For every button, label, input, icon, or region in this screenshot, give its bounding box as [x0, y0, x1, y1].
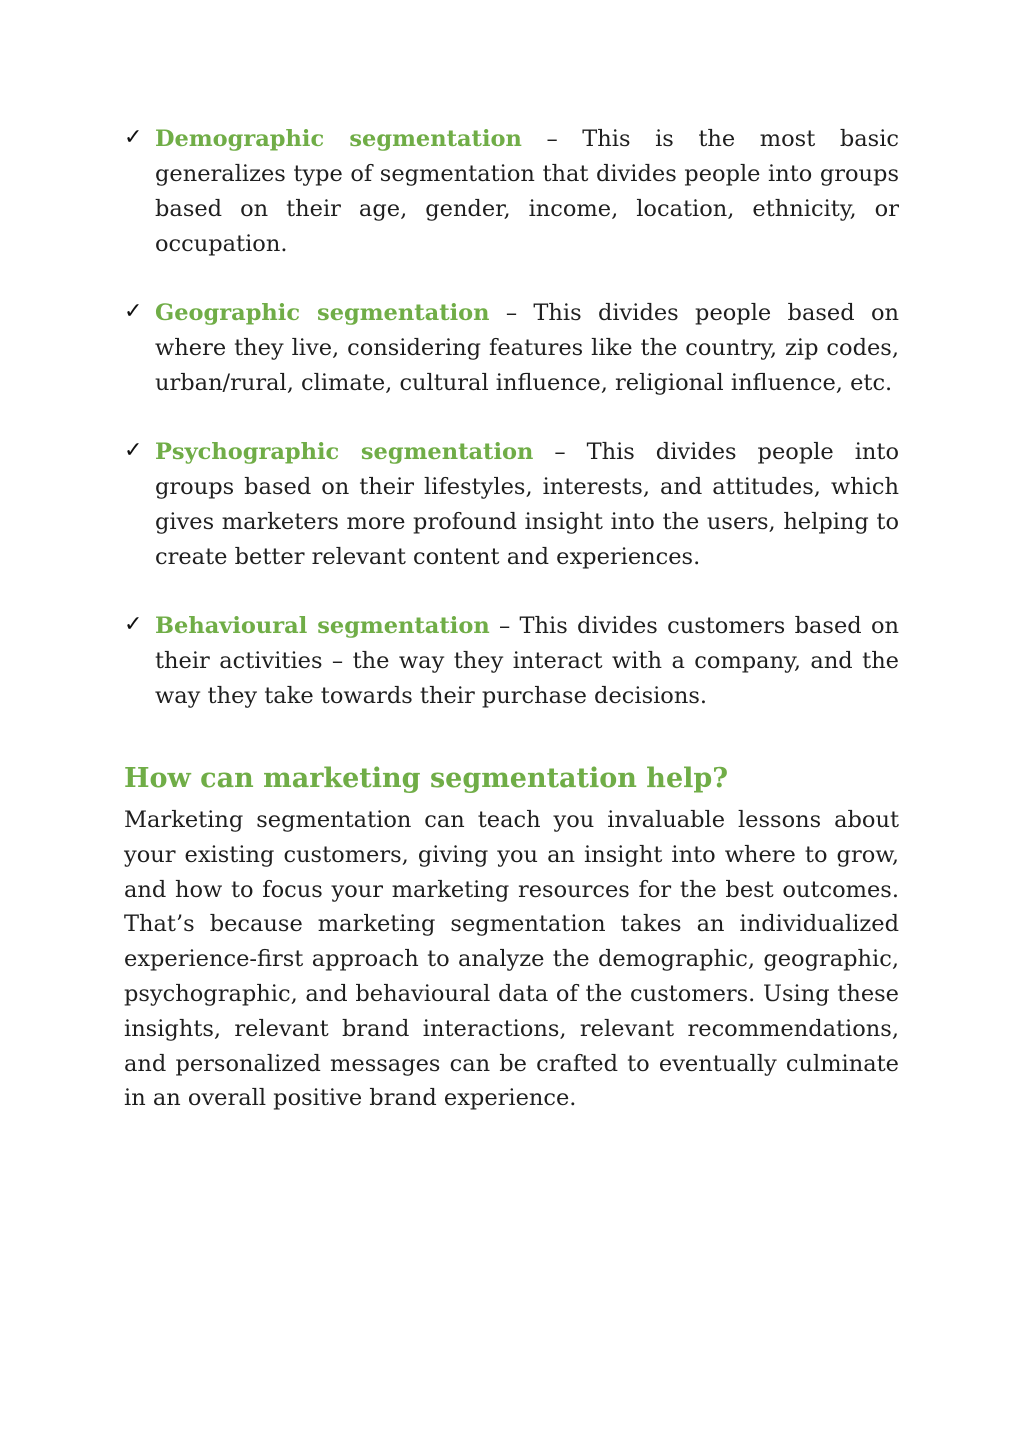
description-psychographic: – This divides people into groups based on their lifestyles, interests, and attitudes, which gives marketers more profound insight into the users, helping to create better relevant content and experiences.	[155, 439, 899, 570]
check-icon: ✓	[124, 612, 143, 637]
list-item-demographic	[124, 122, 899, 262]
description-geographic: – This divides people based on where they live, considering features like the country, zip codes, urban/rural, climate, cultural influence, religional influence, etc.	[155, 300, 899, 396]
check-icon: ✓	[124, 438, 143, 463]
list-item-behavioural	[124, 609, 899, 714]
list-item-geographic	[124, 296, 899, 401]
description-behavioural: – This divides customers based on their activities – the way they interact with a company, and the way they take towards their purchase decisions.	[155, 613, 899, 709]
term-behavioural: Behavioural segmentation	[155, 613, 490, 639]
check-icon: ✓	[124, 125, 143, 150]
check-icon: ✓	[124, 299, 143, 324]
segmentation-types-list	[124, 122, 899, 714]
list-item-psychographic	[124, 435, 899, 575]
term-geographic: Geographic segmentation	[155, 300, 490, 326]
description-demographic: – This is the most basic generalizes type of segmentation that divides people into groups based on their age, gender, income, location, ethnicity, or occupation.	[155, 126, 899, 257]
section-heading: How can marketing segmentation help?	[124, 763, 729, 794]
body-paragraph: Marketing segmentation can teach you invaluable lessons about your existing customers, giving you an insight into where to grow, and how to focus your marketing resources for the best outcomes. That’s because marketing segmentation takes an individualized experience-first approach to analyze the demographic, geographic, psychographic, and behavioural data of the customers. Using these insights, relevant brand interactions, relevant recommendations, and personalized messages can be crafted to eventually culminate in an overall positive brand experience.	[124, 807, 899, 1112]
term-psychographic: Psychographic segmentation	[155, 439, 534, 465]
term-demographic: Demographic segmentation	[155, 126, 522, 152]
document-page	[124, 122, 899, 1116]
